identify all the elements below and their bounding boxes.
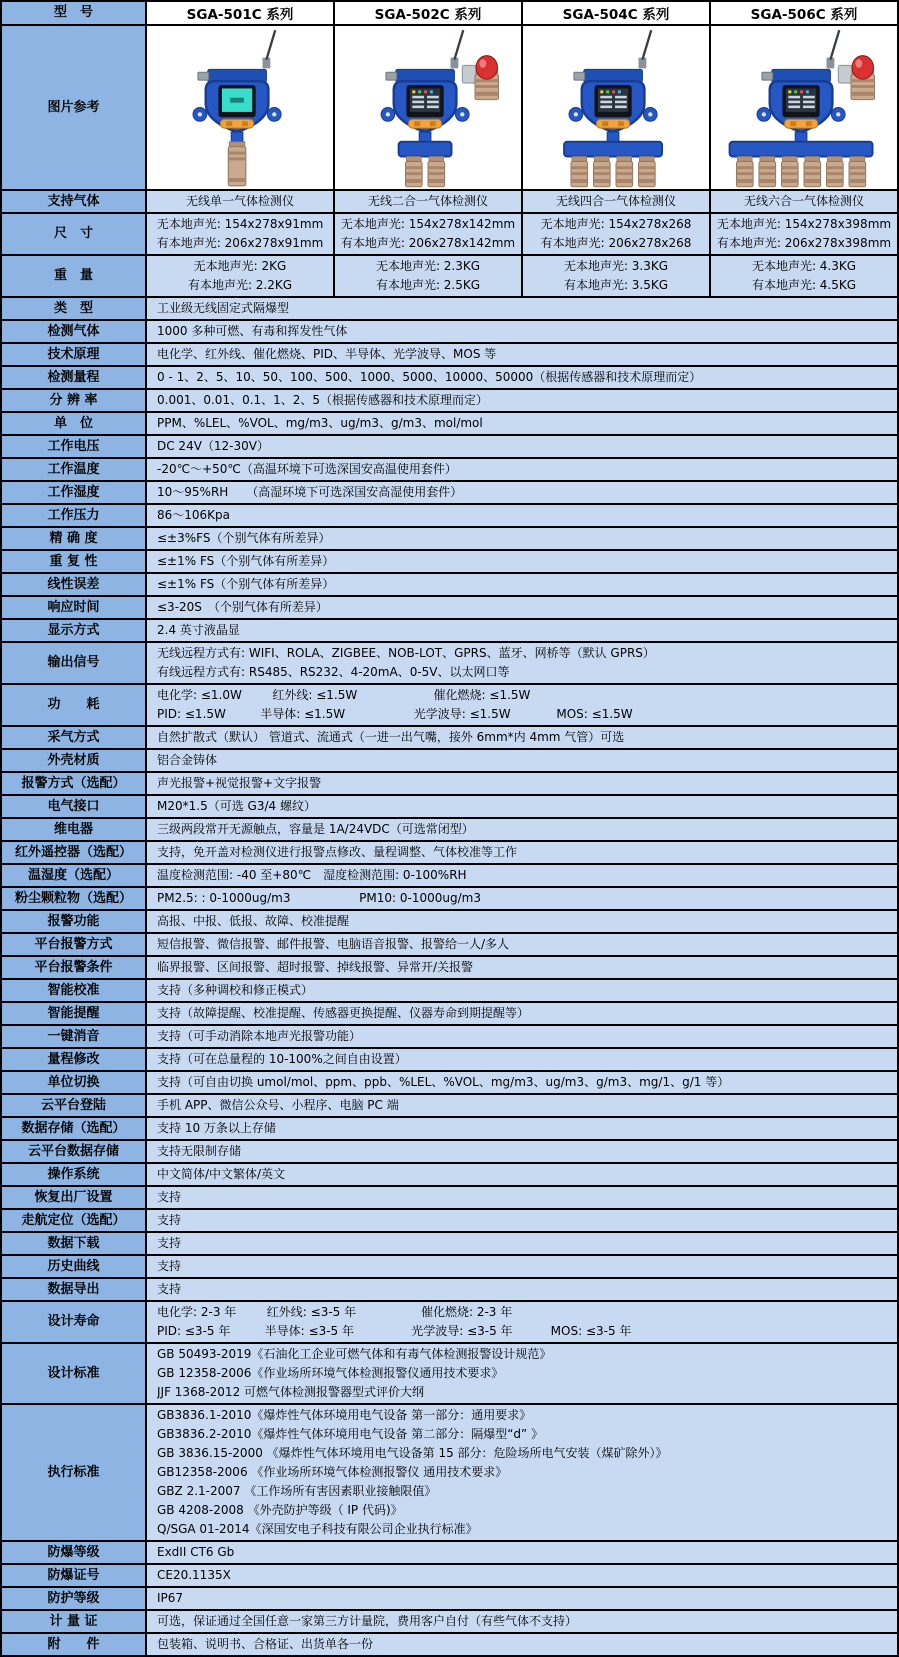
value-text: 电化学: 2-3 年 红外线: ≤3-5 年 催化燃烧: 2-3 年 [157,1305,513,1319]
spec-row [2,367,897,390]
row-value [147,321,897,342]
value-text: M20*1.5（可选 G3/4 螺纹） [157,799,316,813]
row-value [147,1026,897,1047]
grid-values [147,214,897,254]
spec-cell [147,191,335,212]
value-text: ExdII CT6 Gb [157,1545,235,1559]
value-text: 支持（故障提醒、校准提醒、传感器更换提醒、仪器寿命到期提醒等） [157,1006,530,1020]
spec-row [2,390,897,413]
value-text: 支持，免开盖对检测仪进行报警点修改、量程调整、气体校准等工作 [157,845,518,859]
row-value [147,1049,897,1070]
value-text: IP67 [157,1591,184,1605]
header-row [2,2,897,26]
row-value [147,750,897,771]
spec-row [2,819,897,842]
spec-row [2,298,897,321]
spec-row [2,643,897,685]
spec-cell [711,191,897,212]
row-value [147,1256,897,1277]
row-value [147,367,897,388]
spec-row [2,459,897,482]
row-label: 报警方式（选配） [2,773,147,794]
value-text: ≤3-20S （个别气体有所差异） [157,600,328,614]
spec-cell [711,256,897,296]
spec-row [2,1049,897,1072]
spec-row [2,1542,897,1565]
cell-text: 无本地声光: 2KG [193,259,287,273]
value-text: 温度检测范围: -40 至+80℃ 湿度检测范围: 0-100%RH [157,868,467,882]
row-value [147,796,897,817]
row-label: 操作系统 [2,1164,147,1185]
row-label: 检测量程 [2,367,147,388]
value-text: 支持 [157,1282,182,1296]
row-value [147,888,897,909]
spec-row [2,1611,897,1634]
row-value [147,482,897,503]
spec-row [2,620,897,643]
value-text: 支持 [157,1190,182,1204]
grid-row [2,214,897,256]
row-label: 一键消音 [2,1026,147,1047]
row-label: 历史曲线 [2,1256,147,1277]
cell-text: 无本地声光: 4.3KG [751,259,857,273]
value-text: GB12358-2006 《作业场所环境气体检测报警仪 通用技术要求》 [157,1465,508,1479]
row-label: 防护等级 [2,1588,147,1609]
value-text: GB3836.1-2010《爆炸性气体环境用电气设备 第一部分：通用要求》 [157,1408,532,1422]
row-label: 云平台数据存储 [2,1141,147,1162]
value-text: 电化学、红外线、催化燃烧、PID、半导体、光学波导、MOS 等 [157,347,497,361]
value-text: PM2.5: : 0-1000ug/m3 PM10: 0-1000ug/m3 [157,891,481,905]
cell-text: 无本地声光: 154x278x142mm [340,217,516,231]
row-label: 智能提醒 [2,1003,147,1024]
spec-row [2,1405,897,1542]
grid-values [147,256,897,296]
spec-cell [147,214,335,254]
spec-cell [523,256,711,296]
value-text: GB 3836.15-2000 《爆炸性气体环境用电气设备第 15 部分：危险场所电气安装（煤矿除外）》 [157,1446,668,1460]
value-text: 支持 [157,1236,182,1250]
spec-row [2,1095,897,1118]
value-text: 中文简体/中文繁体/英文 [157,1167,286,1181]
value-text: ≤±3%FS（个别气体有所差异） [157,531,331,545]
row-value [147,436,897,457]
spec-row [2,344,897,367]
row-value [147,980,897,1001]
value-text: 支持 10 万条以上存储 [157,1121,276,1135]
value-text: 支持无限制存储 [157,1144,242,1158]
row-value [147,528,897,549]
row-label: 尺 寸 [2,214,147,254]
product-images [147,26,897,189]
value-text: DC 24V（12-30V） [157,439,269,453]
row-value [147,459,897,480]
spec-row [2,727,897,750]
value-text: 包装箱、说明书、合格证、出货单各一份 [157,1637,374,1651]
cell-text: 有本地声光: 206x278x142mm [340,236,516,250]
value-text: 支持（多种调校和修正模式） [157,983,314,997]
row-label: 显示方式 [2,620,147,641]
gas-detector-icon [335,28,521,189]
row-value [147,1164,897,1185]
model-name: SGA-506C 系列 [711,2,897,24]
row-label: 平台报警方式 [2,934,147,955]
grid-row [2,191,897,214]
row-label: 技术原理 [2,344,147,365]
row-label: 执行标准 [2,1405,147,1540]
row-label: 工作压力 [2,505,147,526]
row-label: 附 件 [2,1634,147,1655]
cell-text: 有本地声光: 206x278x268 [540,236,692,250]
value-text: 支持（可在总量程的 10-100%之间自由设置） [157,1052,407,1066]
row-label: 支持气体 [2,191,147,212]
value-text: PID: ≤3-5 年 半导体: ≤3-5 年 光学波导: ≤3-5 年 MOS: ≤3-5 年 [157,1324,632,1338]
spec-row [2,957,897,980]
row-value [147,1233,897,1254]
spec-row [2,505,897,528]
row-label: 单 位 [2,413,147,434]
row-label: 维电器 [2,819,147,840]
value-text: ≤±1% FS（个别气体有所差异） [157,554,335,568]
row-value [147,1072,897,1093]
row-value [147,1279,897,1300]
row-value [147,620,897,641]
row-value [147,1405,897,1540]
spec-row [2,980,897,1003]
row-label: 走航定位（选配） [2,1210,147,1231]
model-name: SGA-504C 系列 [523,2,711,24]
row-value [147,505,897,526]
value-text: 三级两段常开无源触点，容量是 1A/24VDC（可选常闭型） [157,822,474,836]
grid-row [2,256,897,298]
value-text: JJF 1368-2012 可燃气体检测报警器型式评价大纲 [157,1385,425,1399]
spec-row [2,1164,897,1187]
row-label: 重 量 [2,256,147,296]
spec-cell [523,214,711,254]
cell-text: 无本地声光: 154x278x91mm [156,217,324,231]
spec-cell [335,191,523,212]
value-text: 2.4 英寸液晶显 [157,623,240,637]
spec-row [2,1302,897,1344]
spec-row [2,1072,897,1095]
row-label: 工作电压 [2,436,147,457]
value-text: 支持（可自由切换 umol/mol、ppm、ppb、%LEL、%VOL、mg/m3、ug/m3、g/m3、mg/1、g/1 等） [157,1075,730,1089]
value-text: 工业级无线固定式隔爆型 [157,301,290,315]
cell-text: 有本地声光: 2.2KG [187,278,293,292]
spec-row [2,750,897,773]
model-name: SGA-501C 系列 [147,2,335,24]
value-text: 10～95%RH （高湿环境下可选深国安高湿使用套件） [157,485,463,499]
value-text: PPM、%LEL、%VOL、mg/m3、ug/m3、g/m3、mol/mol [157,416,483,430]
value-text: ≤±1% FS（个别气体有所差异） [157,577,335,591]
spec-row [2,865,897,888]
row-label: 采气方式 [2,727,147,748]
spec-row [2,528,897,551]
value-text: Q/SGA 01-2014《深国安电子科技有限公司企业执行标准》 [157,1522,478,1536]
row-value [147,819,897,840]
value-text: GBZ 2.1-2007 《工作场所有害因素职业接触限值》 [157,1484,437,1498]
spec-row [2,1141,897,1164]
row-value [147,574,897,595]
spec-row [2,574,897,597]
spec-row [2,1187,897,1210]
row-value [147,1565,897,1586]
row-value [147,842,897,863]
row-value [147,1611,897,1632]
row-label: 设计寿命 [2,1302,147,1342]
row-value [147,413,897,434]
row-value [147,773,897,794]
spec-row [2,796,897,819]
row-value [147,685,897,725]
row-label: 工作湿度 [2,482,147,503]
row-label: 设计标准 [2,1344,147,1403]
row-value [147,1588,897,1609]
row-value [147,643,897,683]
row-value [147,344,897,365]
spec-row [2,321,897,344]
cell-text: 有本地声光: 206x278x91mm [156,236,324,250]
value-text: 高报、中报、低报、故障、校准提醒 [157,914,350,928]
row-value [147,1187,897,1208]
gas-detector-icon [147,28,333,189]
value-text: -20℃～+50℃（高温环境下可选深国安高温使用套件） [157,462,457,476]
spec-row [2,1279,897,1302]
spec-cell [711,214,897,254]
product-image-sga-501c [147,26,335,189]
row-label: 电气接口 [2,796,147,817]
row-value [147,298,897,319]
row-label: 防爆证号 [2,1565,147,1586]
row-value [147,957,897,978]
spec-row [2,1634,897,1655]
cell-text: 有本地声光: 2.5KG [375,278,481,292]
spec-row [2,685,897,727]
image-row-label: 图片参考 [2,26,147,189]
row-label: 恢复出厂设置 [2,1187,147,1208]
spec-row [2,888,897,911]
cell-text: 无本地声光: 154x278x398mm [716,217,892,231]
value-text: GB 4208-2008 《外壳防护等级（ IP 代码)》 [157,1503,403,1517]
row-label: 数据存储（选配） [2,1118,147,1139]
row-label: 输出信号 [2,643,147,683]
spec-row [2,1210,897,1233]
value-text: 可选，保证通过全国任意一家第三方计量院，费用客户自付（有些气体不支持） [157,1614,578,1628]
spec-row [2,842,897,865]
row-label: 响应时间 [2,597,147,618]
row-label: 数据下载 [2,1233,147,1254]
spec-cell [335,214,523,254]
spec-row [2,773,897,796]
cell-text: 无线六合一气体检测仪 [743,194,864,208]
spec-row [2,1026,897,1049]
spec-cell [335,256,523,296]
spec-row [2,1256,897,1279]
row-value [147,1141,897,1162]
row-label: 功 耗 [2,685,147,725]
gas-detector-icon [523,28,709,189]
product-image-sga-506c [711,26,897,189]
value-text: 手机 APP、微信公众号、小程序、电脑 PC 端 [157,1098,399,1112]
value-text: GB 50493-2019《石油化工企业可燃气体和有毒气体检测报警设计规范》 [157,1347,552,1361]
cell-text: 无线二合一气体检测仪 [367,194,488,208]
row-label: 量程修改 [2,1049,147,1070]
cell-text: 有本地声光: 206x278x398mm [716,236,892,250]
value-text: 1000 多种可燃、有毒和挥发性气体 [157,324,348,338]
spec-row [2,1003,897,1026]
value-text: 铝合金铸体 [157,753,218,767]
row-label: 计 量 证 [2,1611,147,1632]
value-text: 自然扩散式（默认） 管道式、流通式（一进一出气嘴，接外 6mm*内 4mm 气管）可选 [157,730,625,744]
row-value [147,597,897,618]
spec-row [2,911,897,934]
row-label: 报警功能 [2,911,147,932]
row-label: 数据导出 [2,1279,147,1300]
spec-row [2,436,897,459]
spec-row [2,597,897,620]
value-text: 支持 [157,1213,182,1227]
row-value [147,390,897,411]
model-headers [147,2,897,24]
value-text: 无线远程方式有: WIFI、ROLA、ZIGBEE、NOB-LOT、GPRS、蓝牙、网桥等（默认 GPRS） [157,646,655,660]
spec-row [2,413,897,436]
spec-row [2,934,897,957]
spec-row [2,1344,897,1405]
value-text: GB3836.2-2010《爆炸性气体环境用电气设备 第二部分：隔爆型“d” 》 [157,1427,544,1441]
cell-text: 无本地声光: 2.3KG [375,259,481,273]
row-label: 单位切换 [2,1072,147,1093]
row-label: 精 确 度 [2,528,147,549]
cell-text: 无本地声光: 3.3KG [563,259,669,273]
row-value [147,934,897,955]
row-label: 云平台登陆 [2,1095,147,1116]
row-value [147,1003,897,1024]
row-label: 粉尘颗粒物（选配） [2,888,147,909]
model-name: SGA-502C 系列 [335,2,523,24]
spec-cell [147,256,335,296]
row-label: 外壳材质 [2,750,147,771]
value-text: 电化学: ≤1.0W 红外线: ≤1.5W 催化燃烧: ≤1.5W [157,688,531,702]
cell-text: 无线单一气体检测仪 [185,194,294,208]
value-text: PID: ≤1.5W 半导体: ≤1.5W 光学波导: ≤1.5W MOS: ≤1.5W [157,707,633,721]
value-text: 支持 [157,1259,182,1273]
row-value [147,911,897,932]
row-label: 分 辨 率 [2,390,147,411]
value-text: 有线远程方式有: RS485、RS232、4-20mA、0-5V、以太网口等 [157,665,510,679]
gas-detector-icon [711,28,897,189]
value-text: 短信报警、微信报警、邮件报警、电脑语音报警、报警给一人/多人 [157,937,510,951]
row-value [147,727,897,748]
row-label: 检测气体 [2,321,147,342]
row-value [147,1118,897,1139]
image-row [2,26,897,191]
row-value [147,1542,897,1563]
spec-row [2,551,897,574]
row-label: 红外遥控器（选配） [2,842,147,863]
row-value [147,1344,897,1403]
spec-row [2,1565,897,1588]
spec-cell [523,191,711,212]
value-text: 声光报警+视觉报警+文字报警 [157,776,322,790]
grid-values [147,191,897,212]
value-text: 支持（可手动消除本地声光报警功能） [157,1029,362,1043]
row-label: 重 复 性 [2,551,147,572]
model-column-header: 型 号 [2,2,147,24]
row-label: 温湿度（选配） [2,865,147,886]
cell-text: 有本地声光: 3.5KG [563,278,669,292]
row-label: 平台报警条件 [2,957,147,978]
cell-text: 无线四合一气体检测仪 [555,194,676,208]
product-image-sga-502c [335,26,523,189]
value-text: 0.001、0.01、0.1、1、2、5（根据传感器和技术原理而定） [157,393,489,407]
spec-row [2,1233,897,1256]
row-value [147,1210,897,1231]
row-value [147,1634,897,1655]
value-text: 86～106Kpa [157,508,231,522]
spec-row [2,1588,897,1611]
cell-text: 有本地声光: 4.5KG [751,278,857,292]
row-value [147,1302,897,1342]
value-text: CE20.1135X [157,1568,231,1582]
product-image-sga-504c [523,26,711,189]
cell-text: 无本地声光: 154x278x268 [540,217,692,231]
value-text: 0 - 1、2、5、10、50、100、500、1000、5000、10000、50000（根据传感器和技术原理而定） [157,370,702,384]
row-value [147,551,897,572]
row-label: 防爆等级 [2,1542,147,1563]
row-label: 工作温度 [2,459,147,480]
row-value [147,865,897,886]
row-value [147,1095,897,1116]
value-text: 临界报警、区间报警、超时报警、掉线报警、异常开/关报警 [157,960,474,974]
row-label: 智能校准 [2,980,147,1001]
spec-row [2,1118,897,1141]
spec-row [2,482,897,505]
value-text: GB 12358-2006《作业场所环境气体检测报警仪通用技术要求》 [157,1366,504,1380]
row-label: 类 型 [2,298,147,319]
row-label: 线性误差 [2,574,147,595]
